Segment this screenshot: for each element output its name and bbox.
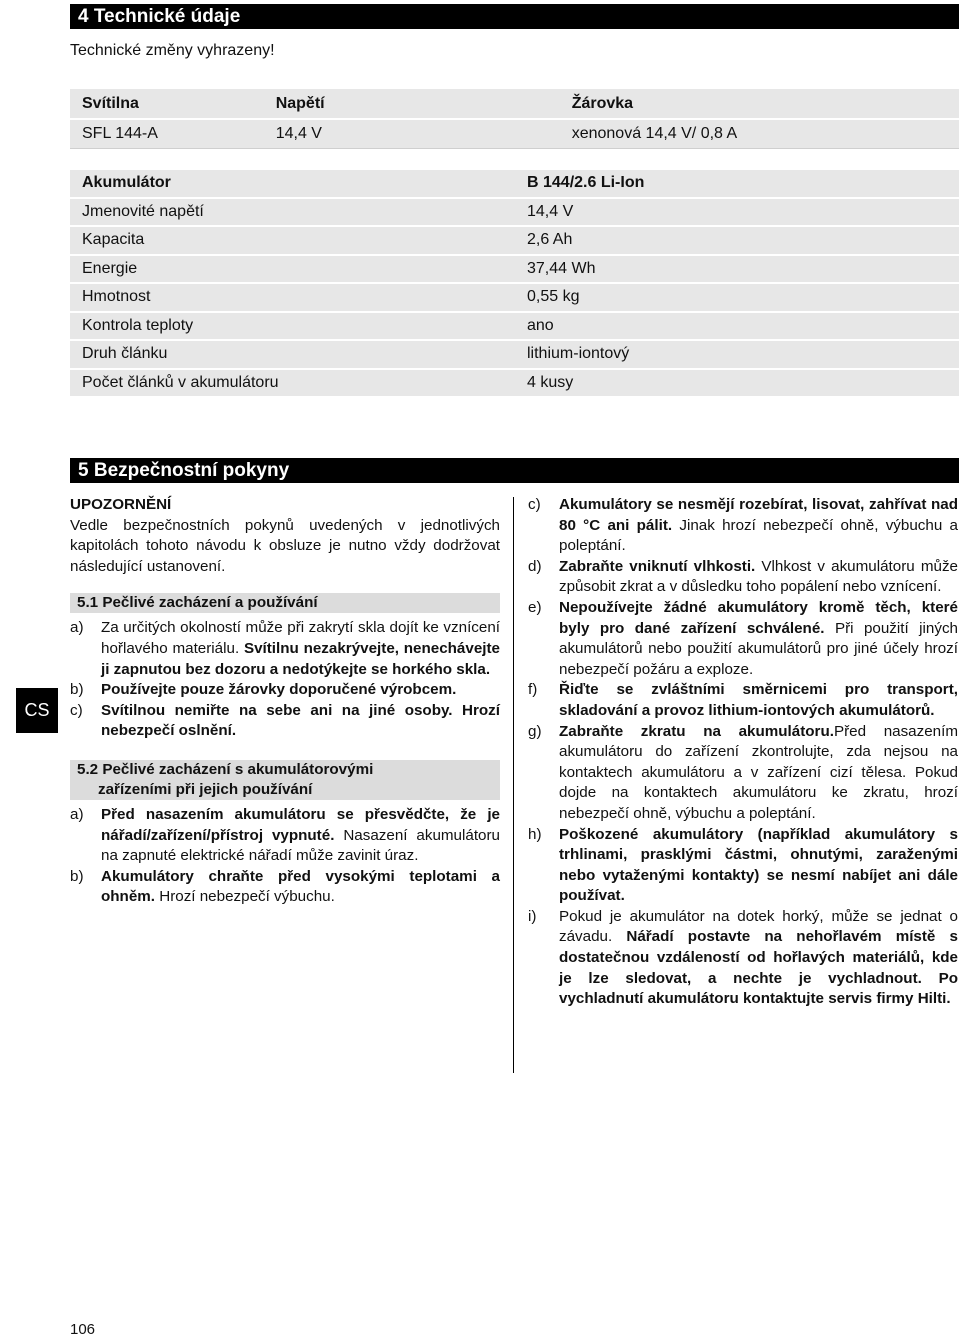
item-label: a) [70, 619, 84, 637]
column-divider [513, 497, 514, 1073]
item-text: Při použití jiných akumulátorů nebo použití akumulátorů pro jiné účely hrozí nebezpečí požáru a exploze. [559, 619, 958, 678]
list-item [70, 701, 500, 742]
table-cell: 14,4 V [276, 119, 572, 149]
table-cell: Hmotnost [70, 283, 527, 312]
table-header-cell: Napětí [276, 89, 572, 119]
table-header-cell: Žárovka [572, 89, 959, 119]
item-text: Vlhkost v akumulátoru může způsobit zkrat a v důsledku toho popálení nebo vznícení. [559, 557, 958, 596]
table-cell: 37,44 Wh [527, 255, 959, 284]
item-bold-text: Nepoužívejte žádné akumulátory kromě těch, které byly pro dané zařízení schválené. [559, 598, 958, 637]
item-label: a) [70, 805, 84, 823]
table-header-cell: Akumulátor [70, 170, 527, 198]
list-item [70, 680, 500, 701]
table-cell: 0,55 kg [527, 283, 959, 312]
table-cell: 14,4 V [527, 198, 959, 227]
table-cell: lithium-iontový [527, 340, 959, 369]
table-cell: Počet článků v akumulátoru [70, 369, 527, 398]
subsection-title-line: 5.2 Pečlivé zacházení s akumulátorovými [77, 760, 374, 778]
subsection-5-1-title: 5.1 Pečlivé zacházení a používání [70, 593, 500, 613]
table-cell: Jmenovité napětí [70, 198, 527, 227]
table-cell: 2,6 Ah [527, 226, 959, 255]
section-5-title: 5 Bezpečnostní pokyny [70, 458, 959, 483]
item-text: Za určitých okolností může při zakrytí skla dojít ke vznícení hořlavého materiálu. [101, 619, 500, 657]
item-bold-text: Akumulátory se nesmějí rozebírat, lisovat, zahřívat nad 80 °C ani pálit. [559, 496, 958, 534]
item-label: c) [70, 701, 83, 719]
item-bold-text: Svítilnou nemiřte na sebe ani na jiné osoby. Hrozí nebezpečí oslnění. [101, 701, 500, 740]
section-4-subtitle: Technické změny vyhrazeny! [70, 42, 275, 59]
table-cell: Energie [70, 255, 527, 284]
item-text: Pokud je akumulátor na dotek horký, může se jednat o závadu. [559, 907, 958, 946]
item-text: Před nasazením akumulátoru do zařízení zkontrolujte, zda nejsou na kontaktech akumulátoru a v zařízení cizí tělesa. Pokud dojde na kontaktech akumulátoru ke zkratu, hrozí nebezpečí ohně, výbuchu a poleptání. [559, 722, 958, 822]
table-cell: Kapacita [70, 226, 527, 255]
table-header-row [70, 170, 959, 198]
lamp-specs-table [70, 89, 959, 149]
item-bold-text: Zabraňte zkratu na akumulátoru. [559, 722, 834, 740]
warning-text: Vedle bezpečnostních pokynů uvedených v jednotlivých kapitolách tohoto návodu k obsluze je nutno vždy dodržovat následující ustanovení. [70, 516, 500, 575]
list-item [528, 557, 958, 598]
table-row [70, 283, 959, 312]
table-header-row [70, 89, 959, 119]
item-label: b) [70, 681, 84, 699]
left-column [70, 495, 500, 908]
item-text: Hrozí nebezpečí výbuchu. [155, 888, 335, 906]
item-bold-text: Před nasazením akumulátoru se přesvědčte, že je nářadí/zařízení/přístroj vypnuté. [101, 805, 500, 844]
item-bold-text: Řiďte se zvláštními směrnicemi pro transport, skladování a provoz lithium-iontových akumulátorů. [559, 681, 958, 719]
language-tab: CS [16, 688, 58, 733]
table-row [70, 119, 959, 149]
item-label: i) [528, 907, 537, 925]
item-bold-text: Nářadí postavte na nehořlavém místě s dostatečnou vzdáleností od hořlavých materiálů, kde je lze sledovat, a nechte je vychladnout. Po vychladnutí akumulátoru kontaktujte servis firmy Hilti. [559, 928, 958, 1008]
item-bold-text: Akumulátory chraňte před vysokými teplotami a ohněm. [101, 867, 500, 906]
item-label: c) [528, 496, 541, 513]
table-cell: Druh článku [70, 340, 527, 369]
right-column [528, 495, 958, 1010]
item-text: Nasazení akumulátoru na zapnuté elektrické nářadí může zavinit úraz. [101, 826, 500, 865]
list-item [70, 805, 500, 867]
item-label: b) [70, 867, 84, 885]
list-item [70, 618, 500, 680]
item-label: g) [528, 722, 542, 740]
list-item [528, 722, 958, 825]
table-row [70, 255, 959, 284]
table-row [70, 312, 959, 341]
table-cell: 4 kusy [527, 369, 959, 398]
item-bold-text: Svítilnu nezakrývejte, nenechávejte ji zapnutou bez dozoru a nedotýkejte se horkého skla. [101, 639, 500, 678]
item-label: h) [528, 825, 542, 843]
section-4-title: 4 Technické údaje [70, 4, 959, 29]
list-item [528, 825, 958, 907]
list-item [528, 680, 958, 721]
item-bold-text: Poškozené akumulátory (například akumulátory s trhlinami, prasklými částmi, ohnutými, zaraženými nebo vytaženými kontakty) se nesmí nabíjet ani dále používat. [559, 825, 958, 905]
list-item [70, 867, 500, 908]
warning-title: UPOZORNĚNÍ [70, 496, 172, 513]
item-bold-text: Používejte pouze žárovky doporučené výrobcem. [101, 681, 457, 699]
item-label: d) [528, 557, 542, 575]
table-cell: xenonová 14,4 V/ 0,8 A [572, 119, 959, 149]
list-item [528, 495, 958, 557]
table-row [70, 340, 959, 369]
subsection-5-2-title [70, 760, 500, 800]
table-cell: SFL 144-A [70, 119, 276, 149]
list-item [528, 598, 958, 680]
table-row [70, 226, 959, 255]
list-item [528, 907, 958, 1010]
table-row [70, 369, 959, 398]
table-row [70, 198, 959, 227]
table-header-cell: B 144/2.6 Li-Ion [527, 170, 959, 198]
item-text: Jinak hrozí nebezpečí ohně, výbuchu a poleptání. [559, 516, 958, 555]
table-cell: Kontrola teploty [70, 312, 527, 341]
item-bold-text: Zabraňte vniknutí vlhkosti. [559, 557, 756, 575]
item-label: f) [528, 681, 538, 699]
table-cell: ano [527, 312, 959, 341]
page-number: 106 [70, 1321, 96, 1338]
subsection-title-line: zařízeními při jejich používání [98, 780, 313, 798]
item-label: e) [528, 598, 542, 616]
battery-specs-table [70, 170, 959, 398]
table-header-cell: Svítilna [70, 89, 276, 119]
